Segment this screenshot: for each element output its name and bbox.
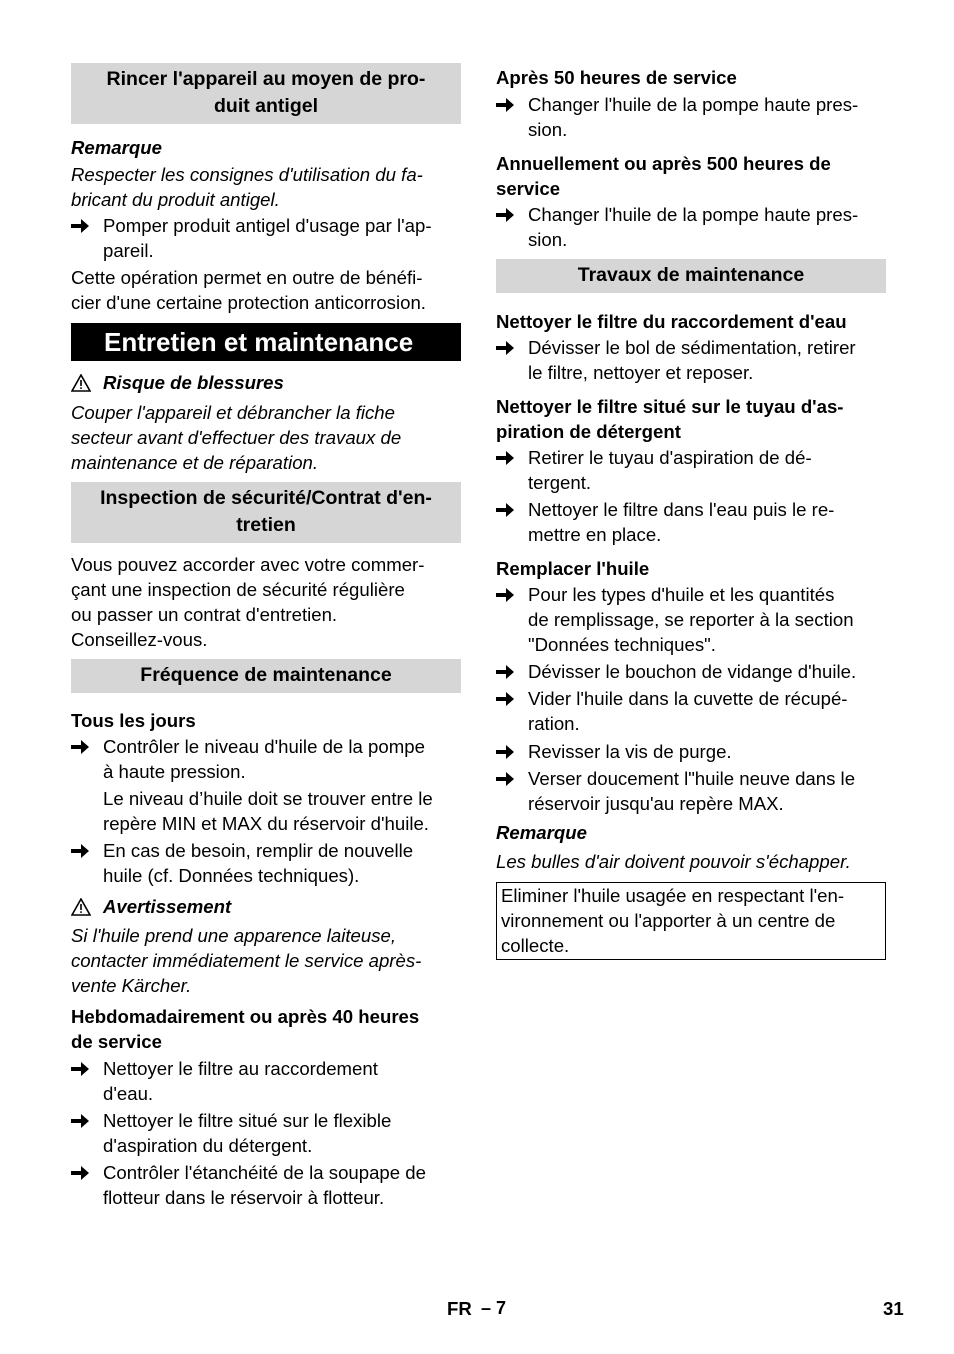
warning-text: Si l'huile prend une apparence laiteuse, contacter immédiatement le service après- vente Kärcher. [71,925,422,996]
detergent-filter-step-1: Retirer le tuyau d'aspiration de dé- tergent. [496,445,886,495]
oil-step-4: Revisser la vis de purge. [496,739,886,764]
oil-warning [71,894,461,919]
arrow-right-icon [496,335,518,360]
h50-heading: Après 50 heures de service [496,67,737,88]
warning-label: Avertissement [103,896,232,917]
page-number: 31 [883,1298,904,1319]
inspection-text: Vous pouvez accorder avec votre commer- çant une inspection de sécurité régulière ou passer un contrat d'entretien. Conseillez-vous. [71,554,425,650]
detergent-filter-heading: Nettoyer le filtre situé sur le tuyau d'as- piration de détergent [496,396,844,442]
oil-heading: Remplacer l'huile [496,558,650,579]
weekly-step-3: Contrôler l'étanchéité de la soupape de flotteur dans le réservoir à flotteur. [71,1160,461,1210]
arrow-right-icon [71,1056,93,1081]
arrow-right-icon [496,497,518,522]
oil-step-3: Vider l'huile dans la cuvette de récupé- ration. [496,686,886,736]
arrow-right-icon [496,92,518,117]
disposal-box: Eliminer l'huile usagée en respectant l'en- vironnement ou l'apporter à un centre de collecte. [496,882,886,960]
oil-step-1: Pour les types d'huile et les quantités de remplissage, se reporter à la section "Données techniques". [496,582,886,657]
frequency-heading: Fréquence de maintenance [71,659,461,693]
arrow-right-icon [496,202,518,227]
rinse-paragraph: Cette opération permet en outre de bénéfi- cier d'une certaine protection anticorrosion. [71,267,426,313]
arrow-right-icon [71,838,93,863]
annual-heading: Annuellement ou après 500 heures de service [496,153,831,199]
injury-label: Risque de blessures [103,372,284,393]
oil-note-label: Remarque [496,822,587,843]
section-title: Entretien et maintenance [71,323,461,361]
weekly-step-2: Nettoyer le filtre situé sur le flexible d'aspiration du détergent. [71,1108,461,1158]
arrow-right-icon [496,739,518,764]
right-column [496,63,886,960]
injury-warning [71,370,461,395]
arrow-right-icon [496,766,518,791]
injury-text: Couper l'appareil et débrancher la fiche secteur avant d'effectuer des travaux de maintenance et de réparation. [71,402,402,473]
rinse-step: Pomper produit antigel d'usage par l'ap- pareil. [71,213,461,263]
arrow-right-icon [71,213,93,238]
warning-triangle-icon [71,897,91,922]
arrow-right-icon [496,445,518,470]
rinse-heading: Rincer l'appareil au moyen de pro- duit antigel [71,63,461,124]
oil-note-text: Les bulles d'air doivent pouvoir s'échapper. [496,851,851,872]
footer-section-page: – 7 [481,1298,507,1318]
rinse-note-label: Remarque [71,137,162,158]
oil-step-5: Verser doucement l"huile neuve dans le réservoir jusqu'au repère MAX. [496,766,886,816]
arrow-right-icon [71,1160,93,1185]
annual-step: Changer l'huile de la pompe haute pres- sion. [496,202,886,252]
footer-lang: FR [447,1298,472,1319]
h50-step: Changer l'huile de la pompe haute pres- sion. [496,92,886,142]
arrow-right-icon [496,686,518,711]
weekly-step-1: Nettoyer le filtre au raccordement d'eau. [71,1056,461,1106]
detergent-filter-step-2: Nettoyer le filtre dans l'eau puis le re- mettre en place. [496,497,886,547]
daily-step-1-extra: Le niveau d’huile doit se trouver entre le repère MIN et MAX du réservoir d'huile. [103,788,433,834]
water-filter-heading: Nettoyer le filtre du raccordement d'eau [496,311,847,332]
water-filter-step: Dévisser le bol de sédimentation, retirer le filtre, nettoyer et reposer. [496,335,886,385]
arrow-right-icon [71,734,93,759]
arrow-right-icon [496,582,518,607]
arrow-right-icon [71,1108,93,1133]
left-column [71,63,461,1210]
oil-step-2: Dévisser le bouchon de vidange d'huile. [496,659,886,684]
daily-step-2: En cas de besoin, remplir de nouvelle huile (cf. Données techniques). [71,838,461,888]
weekly-heading: Hebdomadairement ou après 40 heures de service [71,1006,420,1052]
inspection-heading: Inspection de sécurité/Contrat d'en- tretien [71,482,461,543]
arrow-right-icon [496,659,518,684]
daily-step-1: Contrôler le niveau d'huile de la pompe à haute pression. [71,734,461,784]
daily-heading: Tous les jours [71,710,196,731]
warning-triangle-icon [71,373,91,398]
rinse-note-text: Respecter les consignes d'utilisation du fa- bricant du produit antigel. [71,164,423,210]
works-heading: Travaux de maintenance [496,259,886,293]
